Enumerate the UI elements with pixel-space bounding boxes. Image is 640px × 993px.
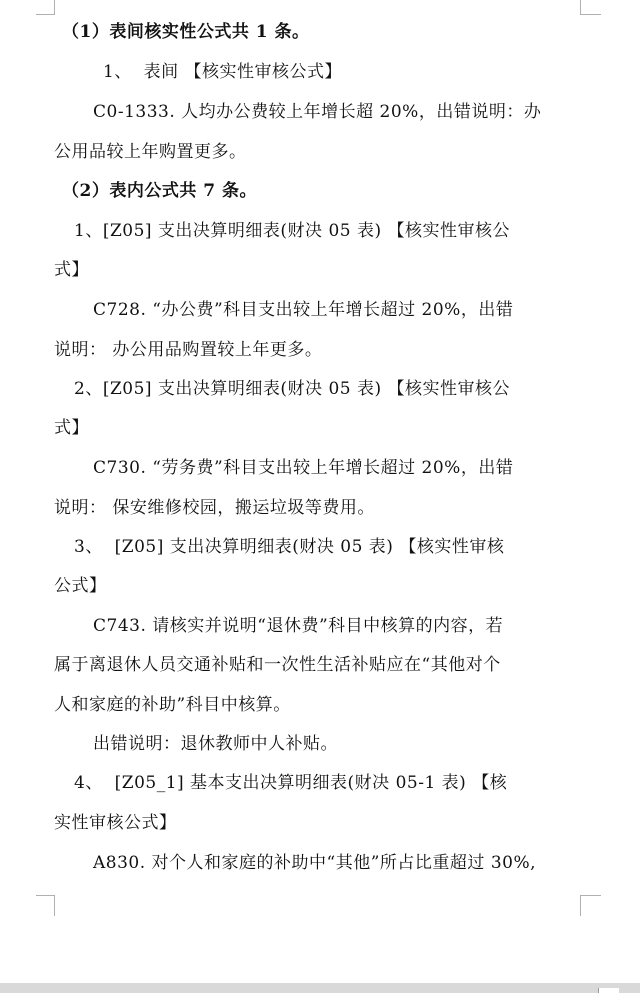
item-intra-4: 4、 [Z05_1] 基本支出决算明细表(财决 05-1 表) 【核 — [74, 773, 508, 793]
paragraph-line: 说明： 保安维修校园，搬运垃圾等费用。 — [54, 498, 375, 518]
page-separator — [0, 983, 640, 993]
item-intra-3: 3、 [Z05] 支出决算明细表(财决 05 表) 【核实性审核 — [74, 537, 505, 557]
paragraph-line: C743. 请核实并说明“退休费”科目中核算的内容，若 — [93, 616, 504, 636]
item-intra-1: 1、[Z05] 支出决算明细表(财决 05 表) 【核实性审核公 — [74, 221, 511, 241]
paragraph-line: 公用品较上年购置更多。 — [54, 142, 247, 162]
heading-intra-table: （2）表内公式共 7 条。 — [62, 181, 257, 201]
paragraph-line: 公式】 — [54, 576, 107, 596]
paragraph-line: 实性审核公式】 — [54, 813, 177, 833]
paragraph-line: 出错说明：退休教师中人补贴。 — [93, 734, 338, 754]
paragraph-line: C728. “办公费”科目支出较上年增长超过 20%，出错 — [93, 300, 514, 320]
paragraph-line: 式】 — [54, 260, 89, 280]
paragraph-line: 属于离退休人员交通补贴和一次性生活补贴应在“其他对个 — [54, 655, 501, 675]
item-intra-2: 2、[Z05] 支出决算明细表(财决 05 表) 【核实性审核公 — [74, 379, 511, 399]
paragraph-line: 式】 — [54, 418, 89, 438]
heading-inter-table: （1）表间核实性公式共 1 条。 — [62, 22, 310, 42]
next-page-corner-mark — [598, 988, 619, 993]
corner-mark-top-right — [580, 0, 601, 15]
paragraph-line: 人和家庭的补助”科目中核算。 — [54, 695, 291, 715]
corner-mark-bottom-left — [36, 895, 55, 916]
corner-mark-top-left — [36, 0, 55, 15]
paragraph-line: C730. “劳务费”科目支出较上年增长超过 20%，出错 — [93, 458, 514, 478]
paragraph-line: C0-1333. 人均办公费较上年增长超 20%，出错说明：办 — [93, 102, 542, 122]
paragraph-line: 说明： 办公用品购置较上年更多。 — [54, 340, 323, 360]
corner-mark-bottom-right — [580, 895, 601, 916]
item-inter-table-1: 1、 表间 【核实性审核公式】 — [103, 62, 343, 82]
paragraph-line: A830. 对个人和家庭的补助中“其他”所占比重超过 30%, — [93, 853, 537, 873]
